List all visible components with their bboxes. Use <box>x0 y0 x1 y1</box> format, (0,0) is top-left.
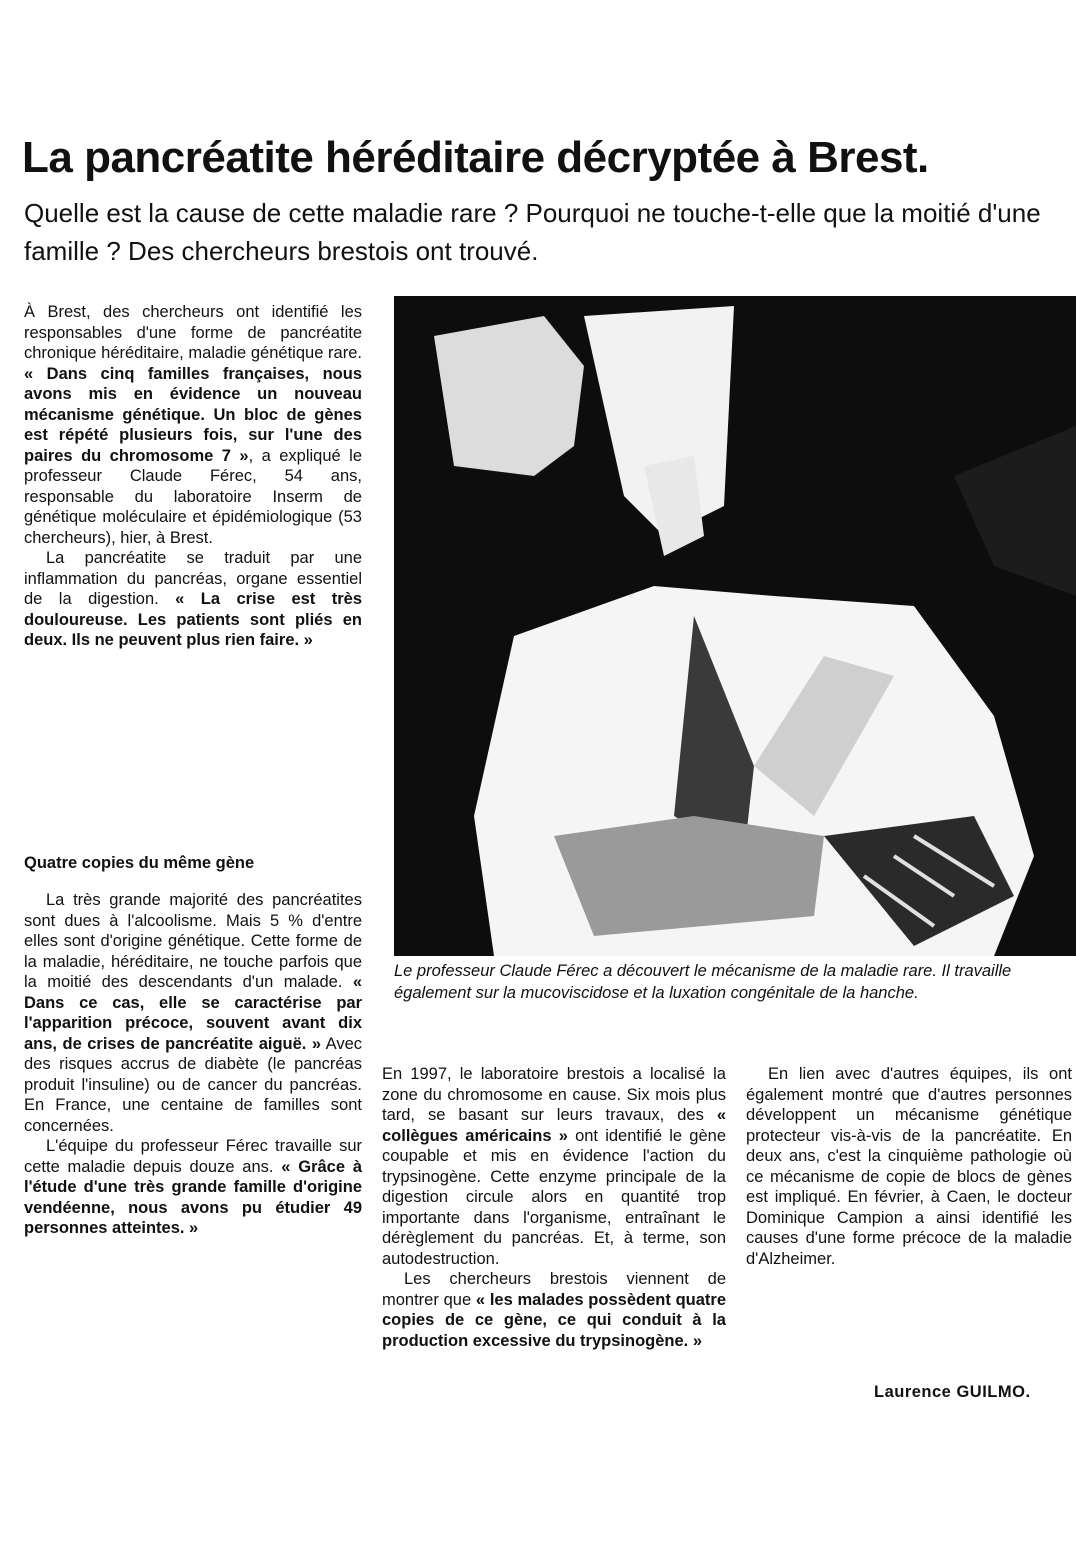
paragraph-6: En lien avec d'autres équipes, ils ont également montré que d'autres personnes développent un mécanisme génétique protecteur vis-à-vis de la pancréatite. En deux ans, c'est la cinquième pathologie où ce mécanisme de copie de blocs de gènes est impliqué. En février, à Caen, le docteur Dominique Campion a ainsi identifié les causes d'une forme précoce de la maladie d'Alzheimer. <box>746 1065 1072 1268</box>
paragraph-2: La pancréatite se traduit par une inflammation du pancréas, organe essentiel de la digestion. « La crise est très douloureuse. Les patients sont pliés en deux. Ils ne peuvent plus rien faire. » <box>24 549 362 649</box>
paragraph-4-start: L'équipe du professeur Férec travaille sur cette maladie depuis douze ans. « Grâce à l'étude d'une très grande famille d'origine vendéenne, nous avons pu étudier 49 personnes atteintes. » <box>24 1137 362 1237</box>
portrait-illustration <box>394 296 1076 956</box>
paragraph-4-end: En 1997, le laboratoire brestois a localisé la zone du chromosome en cause. Six mois plus tard, se basant sur leurs travaux, des « collègues américains » ont identifié le gène coupable et mis en évidence l'action du trypsinogène. Cette enzyme principale de la digestion circule alors en quantité trop importante dans l'organisme, entraînant le dérèglement du pancréas. Et, à terme, son autodestruction. <box>382 1065 726 1268</box>
paragraph-1: À Brest, des chercheurs ont identifié les responsables d'une forme de pancréatite chronique héréditaire, maladie génétique rare. « Dans cinq familles françaises, nous avons mis en évidence un nouveau mécanisme génétique. Un bloc de gènes est répété plusieurs fois, sur l'une des paires du chromosome 7 », a expliqué le professeur Claude Férec, 54 ans, responsable du laboratoire Inserm de génétique moléculaire et épidémiologique (53 chercheurs), hier, à Brest. <box>24 303 362 547</box>
author-signature: Laurence GUILMO. <box>874 1383 1031 1401</box>
photo-caption: Le professeur Claude Férec a découvert le mécanisme de la maladie rare. Il travaille également sur la mucoviscidose et la luxation congénitale de la hanche. <box>394 962 1012 1002</box>
column-2 <box>382 1064 726 1351</box>
paragraph-3: La très grande majorité des pancréatites sont dues à l'alcoolisme. Mais 5 % d'entre elles sont d'origine génétique. Cette forme de la maladie, héréditaire, ne touche parfois que la moitié des descendants d'un malade. « Dans ce cas, elle se caractérise par l'apparition précoce, souvent avant dix ans, de crises de pancréatite aiguë. » Avec des risques accrus de diabète (le pancréas produit l'insuline) ou de cancer du pancréas. En France, une centaine de familles sont concernées. <box>24 891 363 1135</box>
paragraph-5: Les chercheurs brestois viennent de montrer que « les malades possèdent quatre copies de ce gène, ce qui conduit à la production excessive du trypsinogène. » <box>382 1270 727 1350</box>
portrait-photo <box>394 296 1076 956</box>
column-1-top <box>24 302 362 651</box>
column-3 <box>746 1064 1072 1269</box>
subheading: Quatre copies du même gène <box>24 854 255 872</box>
column-1-bottom <box>24 890 362 1239</box>
article-subtitle: Quelle est la cause de cette maladie rare ? Pourquoi ne touche-t-elle que la moitié d'une famille ? Des chercheurs brestois ont trouvé. <box>24 198 1041 266</box>
article-title: La pancréatite héréditaire décryptée à Brest. <box>22 133 929 182</box>
